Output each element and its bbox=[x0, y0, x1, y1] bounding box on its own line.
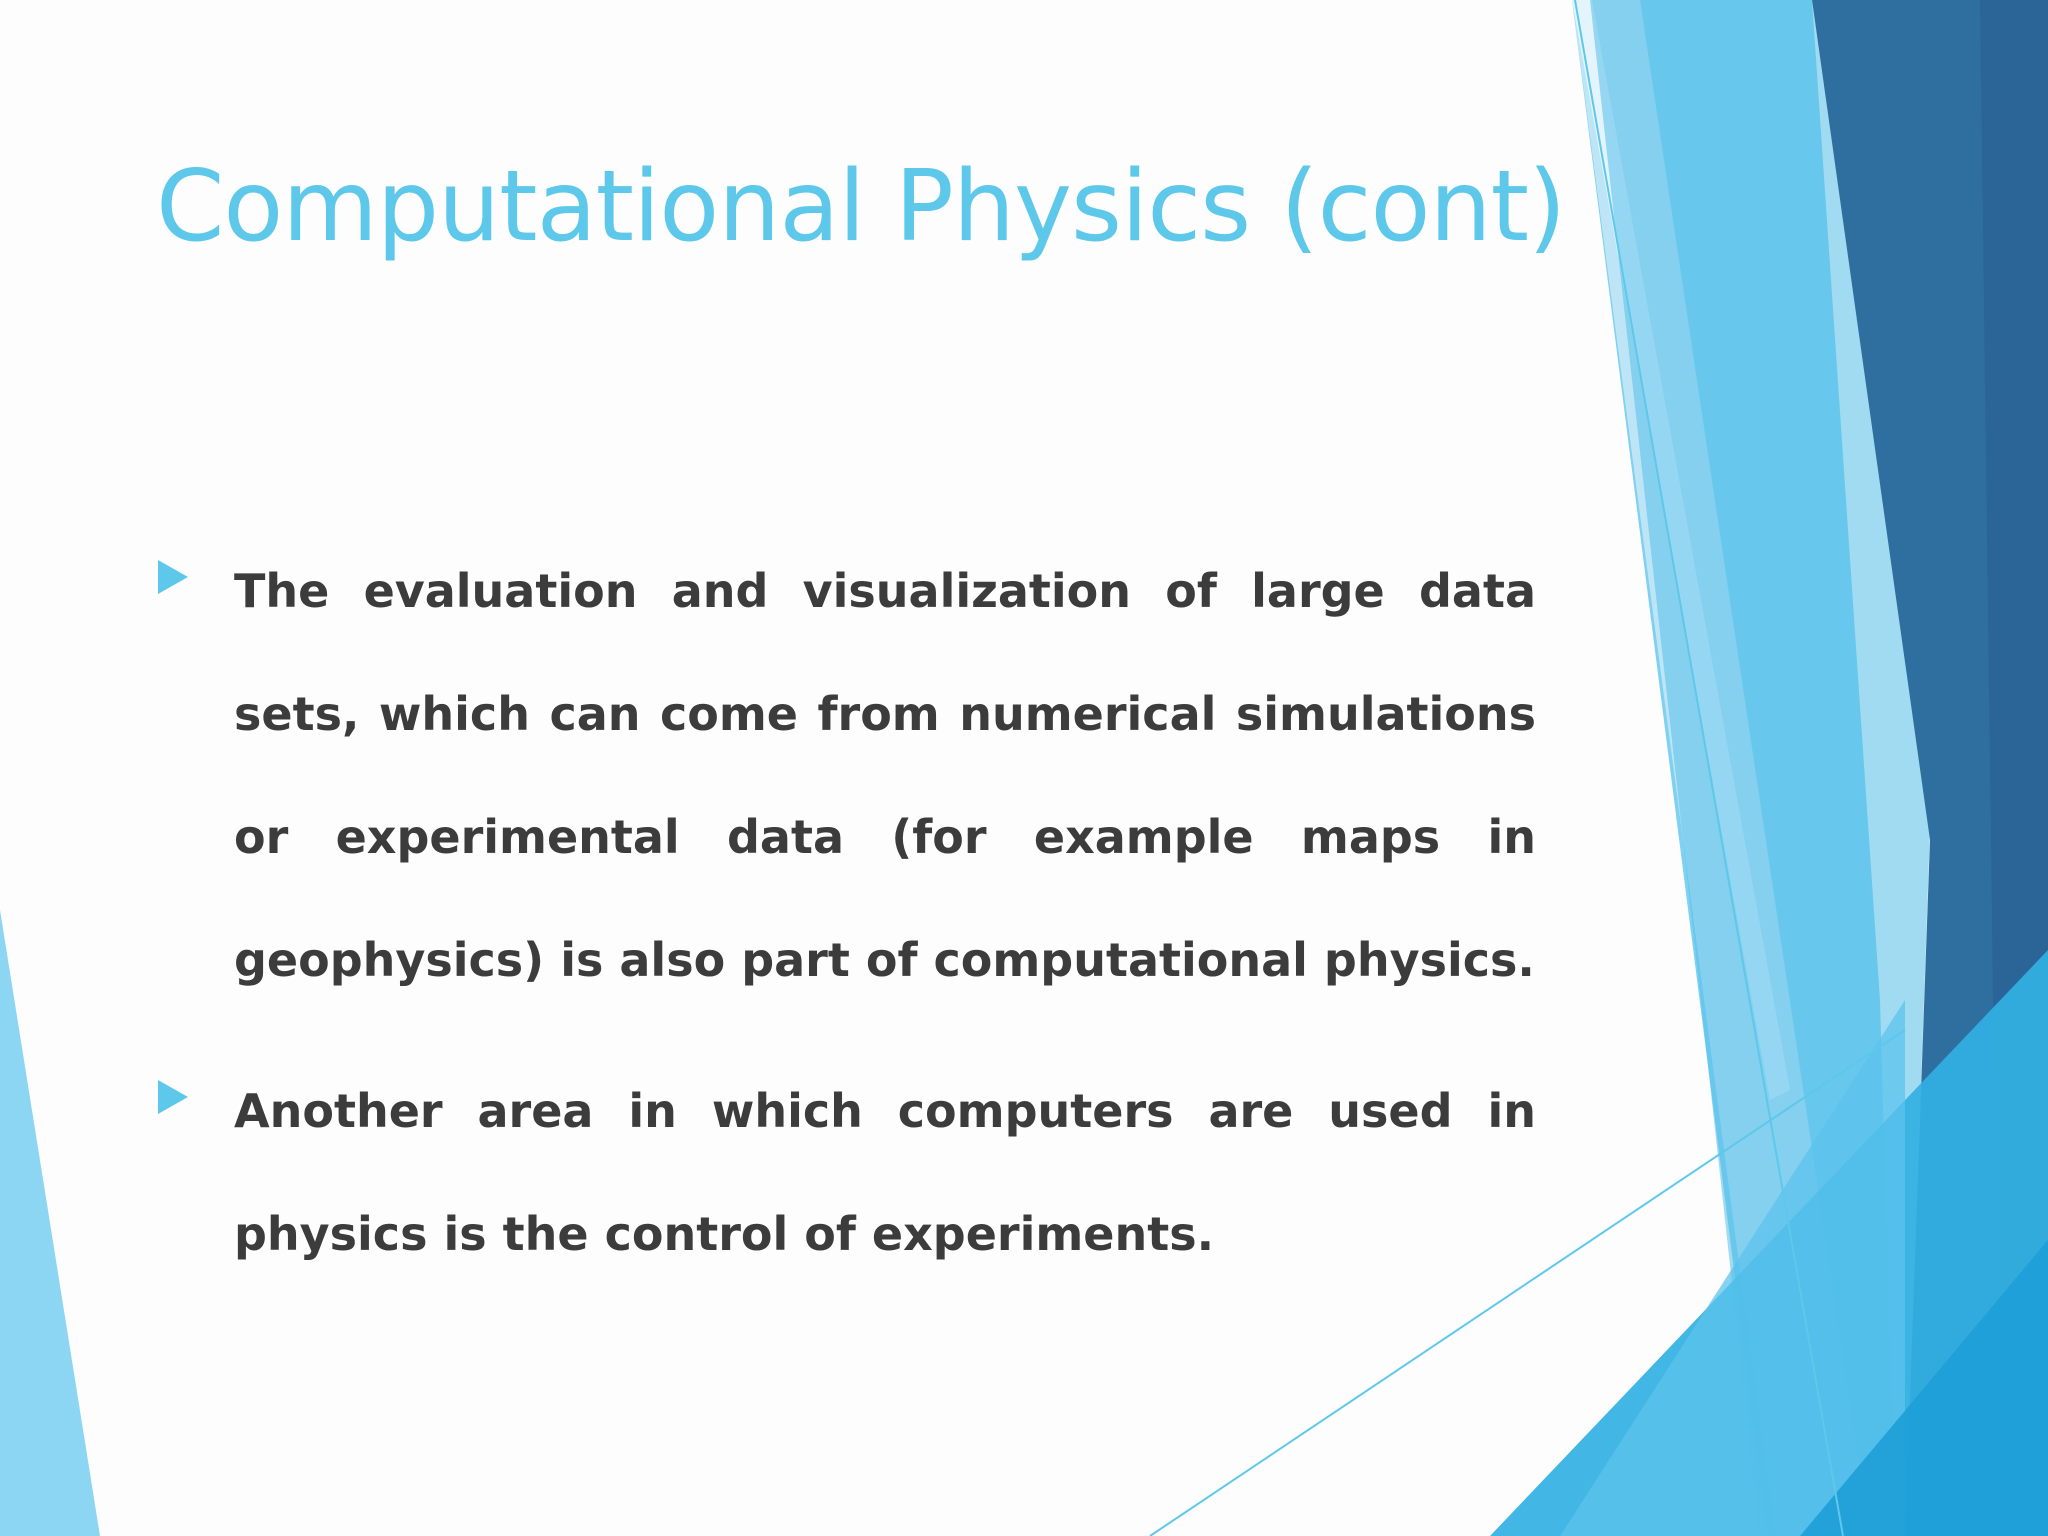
bullet-text: Another area in which computers are used in physics is the control of experiments. bbox=[234, 1084, 1536, 1261]
slide-title: Computational Physics (cont) bbox=[156, 150, 1566, 264]
bullet-triangle-icon bbox=[158, 1080, 188, 1114]
bullet-item bbox=[156, 1050, 1536, 1296]
bullet-triangle-icon bbox=[158, 560, 188, 594]
bullet-list bbox=[156, 530, 1536, 1324]
left-accent-sliver bbox=[0, 910, 100, 1536]
bullet-text: The evaluation and visualization of large data sets, which can come from numerical simulations or experimental data (for example maps in geophysics) is also part of computational physics. bbox=[234, 564, 1536, 987]
bullet-item bbox=[156, 530, 1536, 1022]
